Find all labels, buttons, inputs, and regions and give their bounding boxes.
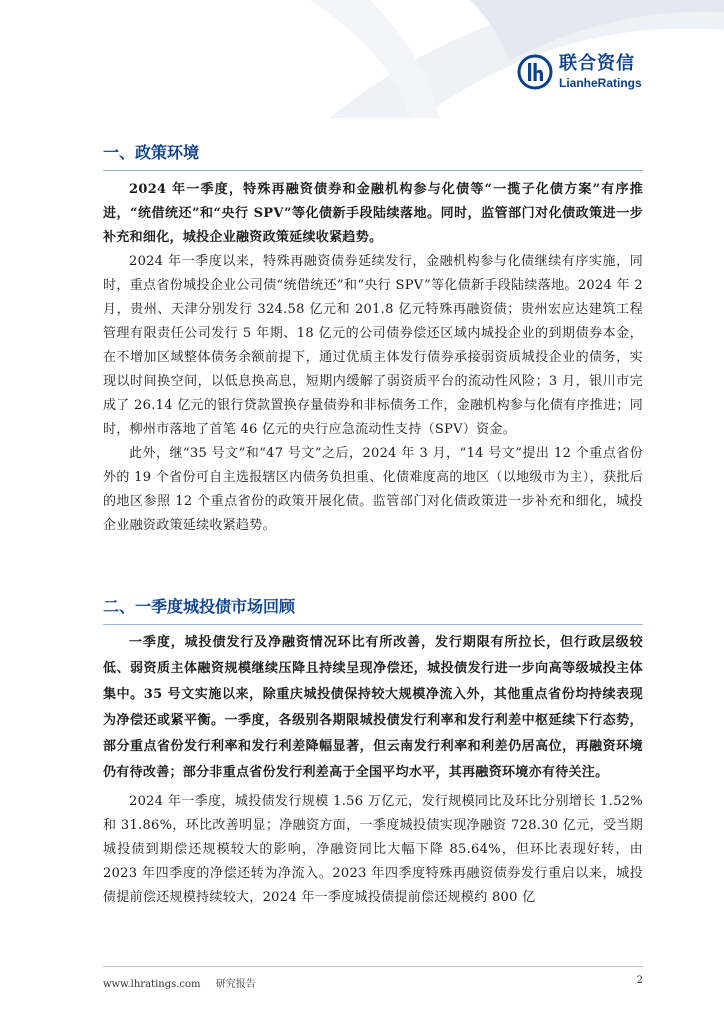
page-footer	[103, 966, 643, 990]
policy-detail-paragraph: 2024 年一季度以来，特殊再融资债券延续发行，金融机构参与化债继续有序实施，同时，重点省份城投企业公司债“统借统还”和“央行 SPV”等化债新手段陆续落地。2024 年 2 月，贵州、天津分别发行 324.58 亿元和 201.8 亿元特殊再融资债；贵州宏应达建筑工程管理有限责任公司发行 5 年期、18 亿元的公司债券偿还区域内城投企业的到期债券本金，在不增加区域整体债务余额前提下，通过优质主体发行债券承接弱资质城投企业的债务，实现以时间换空间，以低息换高息，短期内缓解了弱资质平台的流动性风险；3 月，银川市完成了 26.14 亿元的银行贷款置换存量债券和非标债务工作，金融机构参与化债有序推进；同时，柳州市落地了首笔 46 亿元的央行应急流动性支持（SPV）资金。	[103, 254, 643, 437]
footer-website-link[interactable]: www.lhratings.com	[103, 979, 201, 990]
section-body-market-review	[103, 630, 643, 910]
market-summary-paragraph: 一季度，城投债发行及净融资情况环比有所改善，发行期限有所拉长，但行政层级较低、弱资质主体融资规模继续压降且持续呈现净偿还，城投债发行进一步向高等级城投主体集中。35 号文实施以来，除重庆城投债保持较大规模净流入外，其他重点省份均持续表现为净偿还或紧平衡。一季度，各级别各期限城投债发行利率和发行利差中枢延续下行态势，部分重点省份发行利率和发行利差降幅显著，但云南发行利率和利差仍居高位，再融资环境仍有待改善；部分非重点省份发行利差高于全国平均水平，其再融资环境亦有待关注。	[103, 635, 643, 780]
logo-english-name: LianheRatings	[559, 76, 642, 90]
company-logo	[517, 54, 642, 90]
logo-chinese-name: 联合资信	[559, 53, 635, 74]
policy-supplement-paragraph: 此外，继“35 号文”和“47 号文”之后，2024 年 3 月，“14 号文”提出 12 个重点省份外的 19 个省份可自主选报辖区内债务负担重、化债难度高的地区（以地级市为主），获批后的地区参照 12 个重点省份的政策开展化债。监管部门对化债政策进一步补充和细化，城投企业融资政策延续收紧趋势。	[103, 446, 643, 533]
section-title-market-review: 二、一季度城投债市场回顾	[103, 596, 643, 625]
section-title-policy: 一、政策环境	[103, 142, 643, 171]
page-number: 2	[636, 975, 643, 986]
policy-summary-paragraph: 2024 年一季度，特殊再融资债券和金融机构参与化债等“一揽子化债方案”有序推进，“统借统还”和“央行 SPV”等化债新手段陆续落地。同时，监管部门对化债政策进一步补充和细化，城投企业融资政策延续收紧趋势。	[103, 182, 643, 245]
footer-doc-type: 研究报告	[215, 979, 256, 990]
lianhe-logo-icon	[517, 54, 553, 90]
market-detail-paragraph: 2024 年一季度，城投债发行规模 1.56 万亿元，发行规模同比及环比分别增长 1.52% 和 31.86%，环比改善明显；净融资方面，一季度城投债实现净融资 728.30 亿元，受当期城投债到期偿还规模较大的影响，净融资同比大幅下降 85.64%，但环比表现好转，由 2023 年四季度的净偿还转为净流入。2023 年四季度特殊再融资债券发行重启以来，城投债提前偿还规模持续较大，2024 年一季度城投债提前偿还规模约 800 亿	[103, 794, 643, 905]
section-body-policy	[103, 178, 643, 538]
